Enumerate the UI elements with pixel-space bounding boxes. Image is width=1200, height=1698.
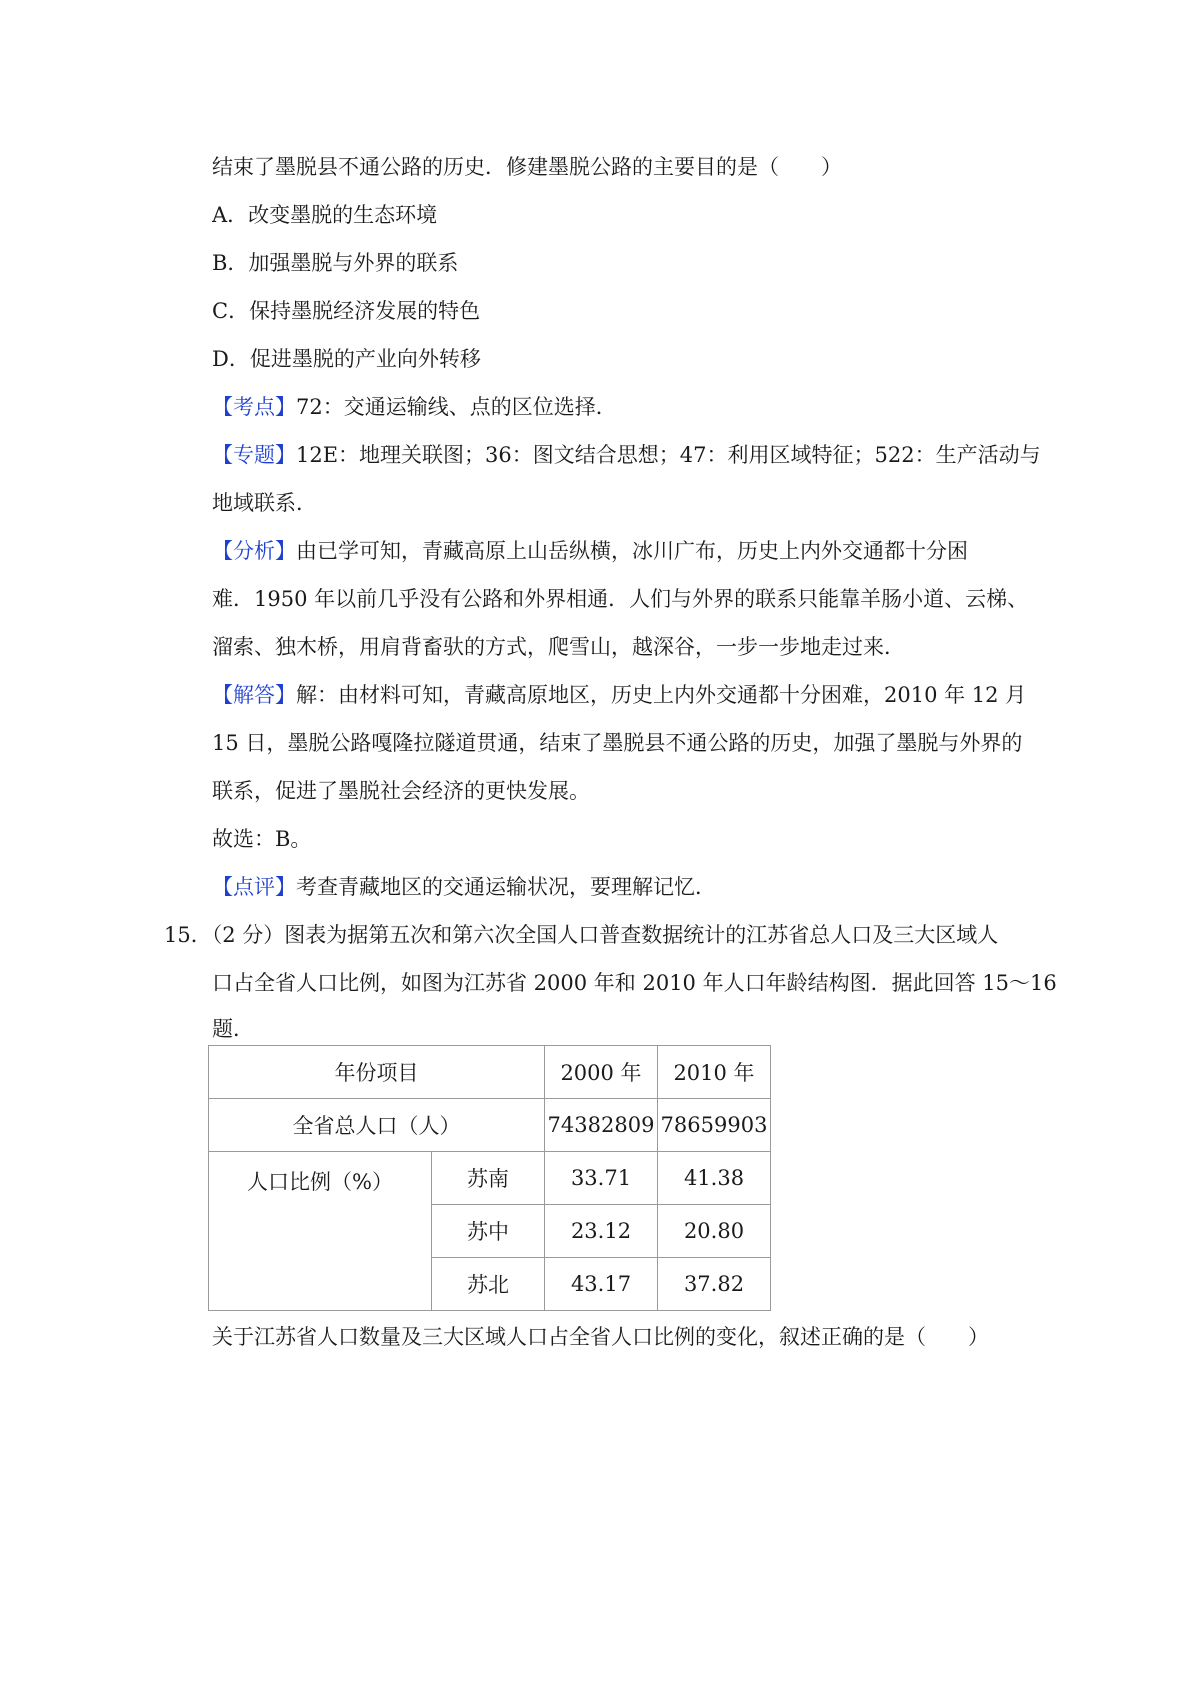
header-2000: 2000 年 [545,1046,658,1099]
total-label: 全省总人口（人） [209,1099,545,1152]
zhuanti-section [212,440,1041,470]
value-2000: 33.71 [545,1152,658,1205]
option-d: D．促进墨脱的产业向外转移 [212,347,481,371]
jieda-line2: 15 日，墨脱公路嘎隆拉隧道贯通，结束了墨脱县不通公路的历史，加强了墨脱与外界的 [212,731,1023,755]
value-2010: 41.38 [658,1152,771,1205]
dianping-tag: 【点评】 [212,875,296,899]
kaodian-text: 72：交通运输线、点的区位选择． [296,395,617,419]
zhuanti-line1: 12E：地理关联图；36：图文结合思想；47：利用区域特征；522：生产活动与 [296,443,1041,467]
value-2000: 23.12 [545,1205,658,1258]
ratio-label: 人口比例（%） [209,1152,432,1311]
value-2010: 37.82 [658,1258,771,1311]
q15-line2: 口占全省人口比例，如图为江苏省 2000 年和 2010 年人口年龄结构图．据此回答 15～16 [212,971,1057,995]
q15-question: 关于江苏省人口数量及三大区域人口占全省人口比例的变化，叙述正确的是（ ） [212,1325,989,1349]
option-b: B．加强墨脱与外界的联系 [212,251,459,275]
region-cell: 苏北 [432,1258,545,1311]
q15-line1: 15．（2 分）图表为据第五次和第六次全国人口普查数据统计的江苏省总人口及三大区域人 [164,923,999,947]
fenxi-tag: 【分析】 [212,539,296,563]
fenxi-line3: 溜索、独木桥，用肩背畜驮的方式，爬雪山，越深谷，一步一步地走过来． [212,635,905,659]
header-item: 年份项目 [209,1046,545,1099]
header-2010: 2010 年 [658,1046,771,1099]
fenxi-line2: 难．1950 年以前几乎没有公路和外界相通．人们与外界的联系只能靠羊肠小道、云梯、 [212,587,1029,611]
option-a: A．改变墨脱的生态环境 [212,203,438,227]
table-row-total [209,1099,771,1152]
dianping-section [212,872,716,902]
region-cell: 苏中 [432,1205,545,1258]
zhuanti-tag: 【专题】 [212,443,296,467]
table-row [209,1152,771,1205]
population-table [208,1045,771,1311]
total-2000: 74382809 [545,1099,658,1152]
question-stem-tail: 结束了墨脱县不通公路的历史．修建墨脱公路的主要目的是（ ） [212,155,842,179]
q15-line3: 题． [212,1017,254,1041]
answer-line: 故选：B。 [212,827,312,851]
jieda-tag: 【解答】 [212,683,296,707]
total-2010: 78659903 [658,1099,771,1152]
dianping-text: 考查青藏地区的交通运输状况，要理解记忆． [296,875,716,899]
zhuanti-line2: 地域联系． [212,491,317,515]
option-c: C．保持墨脱经济发展的特色 [212,299,481,323]
kaodian-tag: 【考点】 [212,395,296,419]
jieda-line1: 解：由材料可知，青藏高原地区，历史上内外交通都十分困难，2010 年 12 月 [296,683,1027,707]
value-2000: 43.17 [545,1258,658,1311]
jieda-line3: 联系，促进了墨脱社会经济的更快发展。 [212,779,590,803]
table-header-row [209,1046,771,1099]
fenxi-line1: 由已学可知，青藏高原上山岳纵横，冰川广布，历史上内外交通都十分困 [296,539,968,563]
fenxi-section [212,536,968,566]
jieda-section [212,680,1026,710]
value-2010: 20.80 [658,1205,771,1258]
kaodian-section [212,392,617,422]
region-cell: 苏南 [432,1152,545,1205]
